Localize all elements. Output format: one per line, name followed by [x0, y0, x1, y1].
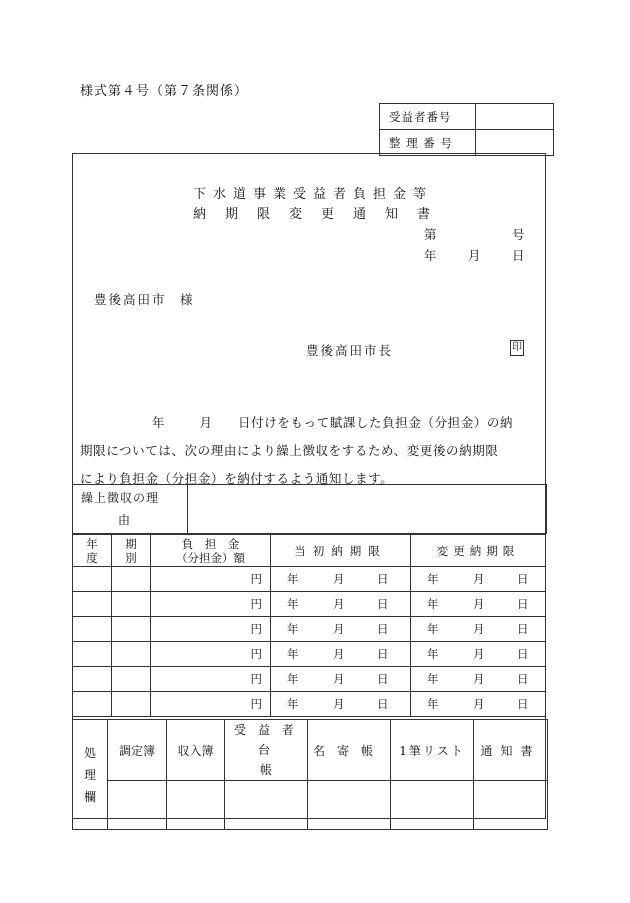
- month-label: 月: [473, 622, 485, 636]
- day-label: 日: [377, 672, 389, 686]
- body-line3: により負担金（分担金）を納付するよう通知します。: [80, 471, 394, 486]
- year-label: 年: [287, 597, 299, 611]
- nendo-cell[interactable]: [73, 592, 112, 617]
- table-row: [73, 667, 546, 692]
- notice-body: [80, 409, 544, 493]
- date-day-label: 日: [512, 248, 525, 263]
- changed-due-cell[interactable]: [411, 642, 546, 667]
- table-row: [73, 592, 546, 617]
- reason-label-line2: 由: [118, 513, 132, 527]
- month-label: 月: [473, 697, 485, 711]
- proc-col-ippitsu-list: 1筆リスト: [391, 720, 474, 781]
- day-label: 日: [377, 622, 389, 636]
- col-header-nendo-1: 年: [86, 536, 98, 551]
- month-label: 月: [333, 697, 345, 711]
- honorific: 様: [180, 292, 193, 307]
- proc-col-jueki-daicho-2: 帳: [259, 763, 272, 777]
- col-header-kibetsu: [112, 535, 151, 567]
- processing-table: [72, 719, 548, 830]
- recipient-no-label: 受益者番号: [380, 104, 476, 130]
- kibetsu-cell[interactable]: [112, 567, 151, 592]
- kibetsu-cell[interactable]: [112, 617, 151, 642]
- col-header-amount-2: （分担金）額: [176, 550, 245, 565]
- kibetsu-cell[interactable]: [112, 642, 151, 667]
- kibetsu-cell[interactable]: [112, 592, 151, 617]
- amount-cell[interactable]: [151, 592, 271, 617]
- col-header-amount: [151, 535, 271, 567]
- col-header-original-due: 当初納期限: [271, 535, 411, 567]
- day-label: 日: [517, 597, 529, 611]
- nendo-cell[interactable]: [73, 692, 112, 717]
- original-due-cell[interactable]: [271, 667, 411, 692]
- year-label: 年: [287, 572, 299, 586]
- processing-label-1: 処: [83, 745, 96, 760]
- amount-cell[interactable]: [151, 692, 271, 717]
- reason-field[interactable]: [188, 485, 547, 534]
- month-label: 月: [473, 597, 485, 611]
- table-row: [73, 567, 546, 592]
- col-header-amount-1: 負 担 金: [181, 536, 240, 551]
- payment-grid: [72, 534, 546, 717]
- proc-col-nayosecho: 名寄帳: [308, 720, 391, 781]
- yen-label: 円: [250, 697, 262, 711]
- table-row: [73, 692, 546, 717]
- yen-label: 円: [250, 647, 262, 661]
- day-label: 日: [517, 672, 529, 686]
- go-label: 号: [512, 227, 525, 242]
- day-label: 日: [517, 647, 529, 661]
- year-label: 年: [287, 647, 299, 661]
- day-label: 日: [377, 597, 389, 611]
- changed-due-cell[interactable]: [411, 567, 546, 592]
- table-row: [73, 642, 546, 667]
- changed-due-cell[interactable]: [411, 692, 546, 717]
- month-label: 月: [473, 647, 485, 661]
- issuer: 豊後高田市長: [306, 343, 394, 358]
- proc-col-tsuchisho: 通知書: [474, 720, 548, 781]
- nendo-cell[interactable]: [73, 567, 112, 592]
- proc-col-chouteibo: 調定簿: [108, 720, 167, 781]
- body-line1: 日付けをもって賦課した負担金（分担金）の納: [238, 415, 514, 430]
- changed-due-cell[interactable]: [411, 617, 546, 642]
- proc-stamp-6[interactable]: [474, 781, 548, 830]
- processing-label-2: 理: [83, 767, 96, 782]
- original-due-cell[interactable]: [271, 567, 411, 592]
- original-due-cell[interactable]: [271, 592, 411, 617]
- proc-stamp-3[interactable]: [225, 781, 308, 830]
- month-label: 月: [473, 672, 485, 686]
- proc-stamp-5[interactable]: [391, 781, 474, 830]
- date-month-label: 月: [468, 248, 481, 263]
- col-header-nendo: [73, 535, 112, 567]
- reference-no-field[interactable]: [476, 130, 554, 156]
- yen-label: 円: [250, 622, 262, 636]
- reason-label: [73, 485, 188, 534]
- month-label: 月: [333, 647, 345, 661]
- year-label: 年: [287, 672, 299, 686]
- title-line2: 納期限変更通知書: [193, 207, 450, 222]
- form-label: 様式第４号（第７条関係）: [80, 84, 249, 99]
- table-row: [73, 617, 546, 642]
- title-line1: 下水道事業受益者負担金等: [193, 187, 434, 202]
- reason-table: [72, 484, 547, 534]
- proc-col-jueki-daicho-1: 受 益 者 台: [234, 723, 298, 757]
- original-due-cell[interactable]: [271, 642, 411, 667]
- day-label: 日: [377, 697, 389, 711]
- yen-label: 円: [250, 672, 262, 686]
- day-label: 日: [517, 572, 529, 586]
- proc-stamp-1[interactable]: [108, 781, 167, 830]
- day-label: 日: [377, 572, 389, 586]
- col-header-changed-due: 変更納期限: [411, 535, 546, 567]
- year-label: 年: [427, 647, 439, 661]
- changed-due-cell[interactable]: [411, 667, 546, 692]
- proc-col-jueki-daicho: [225, 720, 308, 781]
- yen-label: 円: [250, 572, 262, 586]
- month-label: 月: [473, 572, 485, 586]
- date-year-label: 年: [424, 248, 437, 263]
- number-table: [379, 103, 554, 156]
- changed-due-cell[interactable]: [411, 592, 546, 617]
- dai-label: 第: [424, 227, 437, 242]
- original-due-cell[interactable]: [271, 617, 411, 642]
- nendo-cell[interactable]: [73, 667, 112, 692]
- month-label: 月: [333, 672, 345, 686]
- proc-stamp-4[interactable]: [308, 781, 391, 830]
- nendo-cell[interactable]: [73, 617, 112, 642]
- col-header-kibetsu-1: 期: [125, 536, 137, 551]
- year-label: 年: [427, 697, 439, 711]
- day-label: 日: [377, 647, 389, 661]
- reason-label-line1: 繰上徴収の理: [81, 491, 160, 505]
- year-label: 年: [427, 572, 439, 586]
- seal-mark: 印: [510, 340, 524, 356]
- year-label: 年: [427, 597, 439, 611]
- body-line2: 期限については、次の理由により繰上徴収をするため、変更後の納期限: [80, 443, 499, 458]
- col-header-nendo-2: 度: [86, 550, 98, 565]
- month-label: 月: [333, 597, 345, 611]
- processing-label: [73, 720, 108, 830]
- day-label: 日: [517, 622, 529, 636]
- body-year: 年: [152, 415, 165, 430]
- body-month: 月: [199, 415, 213, 430]
- year-label: 年: [287, 622, 299, 636]
- proc-col-shuunyuubo: 収入簿: [167, 720, 225, 781]
- recipient-no-field[interactable]: [476, 104, 554, 130]
- addressee: 豊後高田市: [94, 292, 167, 307]
- amount-cell[interactable]: [151, 617, 271, 642]
- kibetsu-cell[interactable]: [112, 692, 151, 717]
- day-label: 日: [517, 697, 529, 711]
- yen-label: 円: [250, 597, 262, 611]
- month-label: 月: [333, 622, 345, 636]
- year-label: 年: [427, 672, 439, 686]
- month-label: 月: [333, 572, 345, 586]
- year-label: 年: [287, 697, 299, 711]
- processing-label-3: 欄: [83, 789, 96, 804]
- nendo-cell[interactable]: [73, 642, 112, 667]
- col-header-kibetsu-2: 別: [125, 550, 137, 565]
- reference-no-label: 整 理 番 号: [380, 130, 476, 156]
- original-due-cell[interactable]: [271, 692, 411, 717]
- proc-stamp-2[interactable]: [167, 781, 225, 830]
- year-label: 年: [427, 622, 439, 636]
- amount-cell[interactable]: [151, 667, 271, 692]
- amount-cell[interactable]: [151, 642, 271, 667]
- kibetsu-cell[interactable]: [112, 667, 151, 692]
- amount-cell[interactable]: [151, 567, 271, 592]
